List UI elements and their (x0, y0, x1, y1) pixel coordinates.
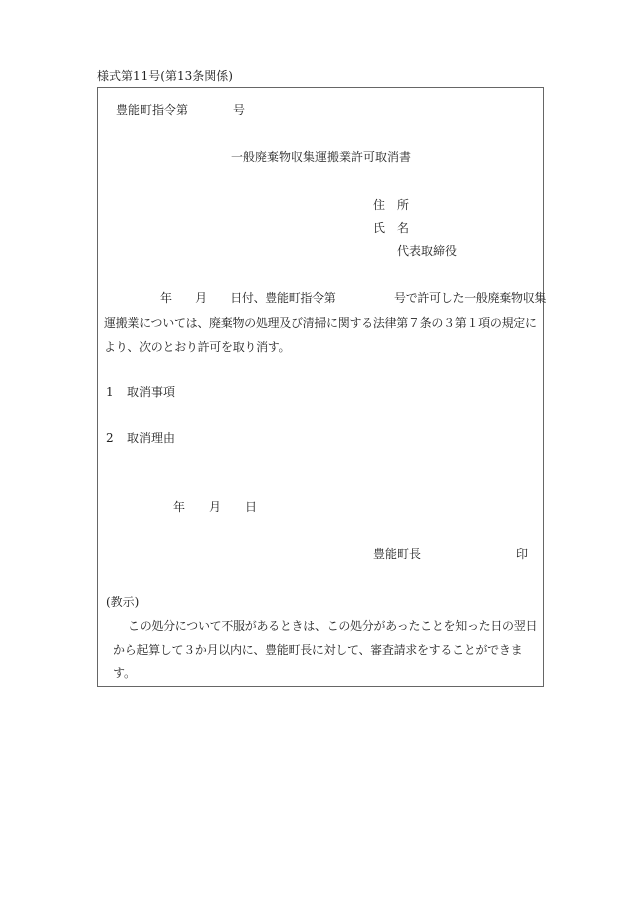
date-line: 年 月 日 (173, 500, 258, 514)
instruction-line-1: この処分について不服があるときは、この処分があったことを知った日の翌日 (128, 619, 538, 633)
form-label: 様式第11号(第13条関係) (97, 69, 233, 83)
issuer-name: 豊能町長 (373, 547, 422, 561)
instruction-line-3: す。 (113, 666, 137, 680)
body-line-2: 運搬業については、廃棄物の処理及び清掃に関する法律第７条の３第１項の規定に (104, 316, 537, 330)
instruction-line-2: から起算して３か月以内に、豊能町長に対して、審査請求をすることができま (113, 643, 523, 657)
item-2-label: 取消理由 (127, 431, 176, 445)
body-line-1: 年 月 日付、豊能町指令第 号で許可した一般廃棄物収集 (160, 291, 547, 305)
order-number-prefix: 豊能町指令第 (116, 103, 189, 117)
instruction-heading: (教示) (106, 595, 140, 609)
seal-mark: 印 (516, 547, 529, 561)
order-number-suffix: 号 (233, 103, 246, 117)
item-2-number: 2 (106, 431, 114, 445)
item-1-number: 1 (106, 385, 114, 399)
address-label: 住 所 (373, 198, 410, 212)
item-1-label: 取消事項 (127, 385, 176, 399)
body-line-3: より、次のとおり許可を取り消す。 (104, 340, 291, 354)
representative-label: 代表取締役 (397, 244, 458, 258)
document-title: 一般廃棄物収集運搬業許可取消書 (231, 150, 412, 164)
name-label: 氏 名 (373, 221, 410, 235)
